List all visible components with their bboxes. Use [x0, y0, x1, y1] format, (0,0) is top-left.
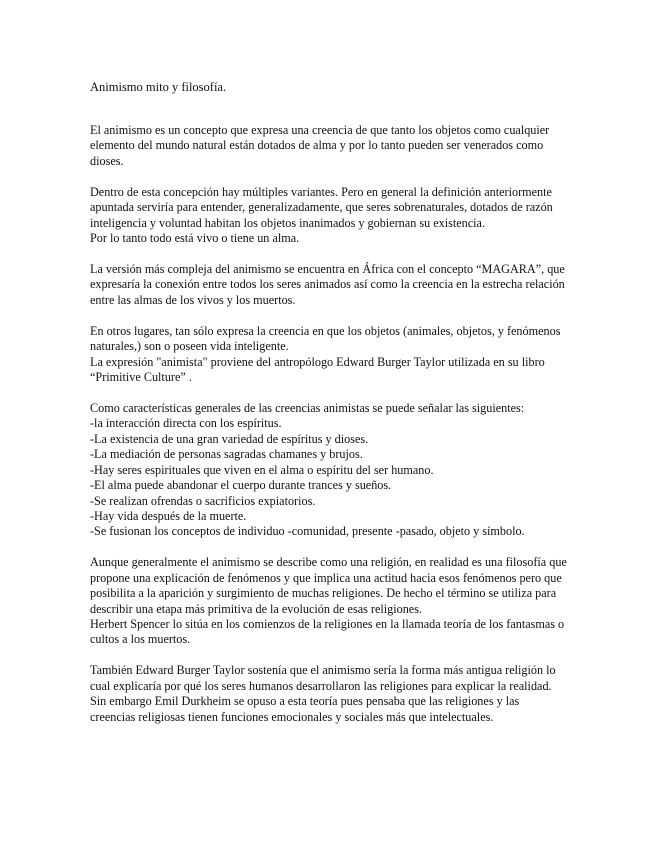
- paragraph-line: describir una etapa más primitiva de la evolución de esas religiones.: [90, 601, 422, 616]
- paragraph-line: dioses.: [90, 153, 124, 168]
- paragraph-line: En otros lugares, tan sólo expresa la creencia en que los objetos (animales, objetos, y fenómenos: [90, 323, 561, 338]
- list-item: -Hay vida después de la muerte.: [90, 508, 247, 523]
- paragraph-line: elemento del mundo natural están dotados de alma y por lo tanto pueden ser venerados como: [90, 138, 544, 153]
- paragraph-variants: [90, 185, 630, 247]
- paragraph-line: La expresión "animista" proviene del antropólogo Edward Burger Taylor utilizada en su libro: [90, 354, 545, 369]
- paragraph-line: Por lo tanto todo está vivo o tiene un alma.: [90, 231, 300, 246]
- paragraph-line: Sin embargo Emil Durkheim se opuso a esta teoría pues pensaba que las religiones y las: [90, 694, 520, 709]
- paragraph-line: La versión más compleja del animismo se encuentra en África con el concepto “MAGARA”, que: [90, 262, 565, 277]
- paragraph-line: cual explicaría por qué los seres humanos desarrollaron las religiones para explicar la realidad.: [90, 678, 552, 693]
- paragraph-line: Herbert Spencer lo sitúa en los comienzos de la religiones en la llamada teoría de los fantasmas o: [90, 616, 565, 631]
- paragraph-taylor-durkheim: [90, 663, 630, 725]
- list-item: -Hay seres espirituales que viven en el alma o espíritu del ser humano.: [90, 462, 434, 477]
- paragraph-definition: [90, 123, 630, 169]
- list-item: -El alma puede abandonar el cuerpo durante trances y sueños.: [90, 478, 392, 493]
- paragraph-magara: [90, 262, 630, 308]
- list-item: -Se realizan ofrendas o sacrificios expiatorios.: [90, 493, 316, 508]
- document-body: [90, 123, 630, 741]
- paragraph-line: creencias religiosas tienen funciones emocionales y sociales más que intelectuales.: [90, 709, 494, 724]
- paragraph-line: Aunque generalmente el animismo se describe como una religión, en realidad es una filosofía que: [90, 555, 567, 570]
- paragraph-line: naturales,) son o poseen vida inteligente.: [90, 339, 289, 354]
- paragraph-line: cultos a los muertos.: [90, 632, 191, 647]
- paragraph-line: expresaría la conexión entre todos los seres animados así como la creencia en la estrecha relación: [90, 277, 565, 292]
- list-item: -La existencia de una gran variedad de espíritus y dioses.: [90, 431, 369, 446]
- paragraph-line: entre las almas de los vivos y los muertos.: [90, 292, 296, 307]
- document-title: Animismo mito y filosofía.: [90, 80, 227, 94]
- paragraph-line: También Edward Burger Taylor sostenía que el animismo sería la forma más antigua religión lo: [90, 663, 556, 678]
- paragraph-line: Dentro de esta concepción hay múltiples variantes. Pero en general la definición anteriormente: [90, 184, 552, 199]
- list-item: -la interacción directa con los espíritus.: [90, 416, 282, 431]
- paragraph-characteristics-list: [90, 401, 630, 540]
- paragraph-line: Como características generales de las creencias animistas se puede señalar las siguientes:: [90, 401, 525, 416]
- paragraph-line: apuntada serviría para entender, generalizadamente, que seres sobrenaturales, dotados de razón: [90, 200, 553, 215]
- paragraph-line: El animismo es un concepto que expresa una creencia de que tanto los objetos como cualquier: [90, 123, 550, 137]
- paragraph-line: propone una explicación de fenómenos y que implica una actitud hacia esos fenómenos pero que: [90, 570, 562, 585]
- paragraph-line: posibilita a la aparición y surgimiento de muchas religiones. De hecho el término se utiliza para: [90, 586, 557, 601]
- paragraph-philosophy: [90, 555, 630, 647]
- paragraph-line: inteligencia y voluntad habitan los objetos inanimados y gobiernan su existencia.: [90, 215, 485, 230]
- paragraph-other-places: [90, 324, 630, 386]
- list-item: -Se fusionan los conceptos de individuo -comunidad, presente -pasado, objeto y símbolo.: [90, 524, 525, 539]
- list-item: -La mediación de personas sagradas chamanes y brujos.: [90, 447, 363, 462]
- paragraph-line: “Primitive Culture” .: [90, 370, 192, 385]
